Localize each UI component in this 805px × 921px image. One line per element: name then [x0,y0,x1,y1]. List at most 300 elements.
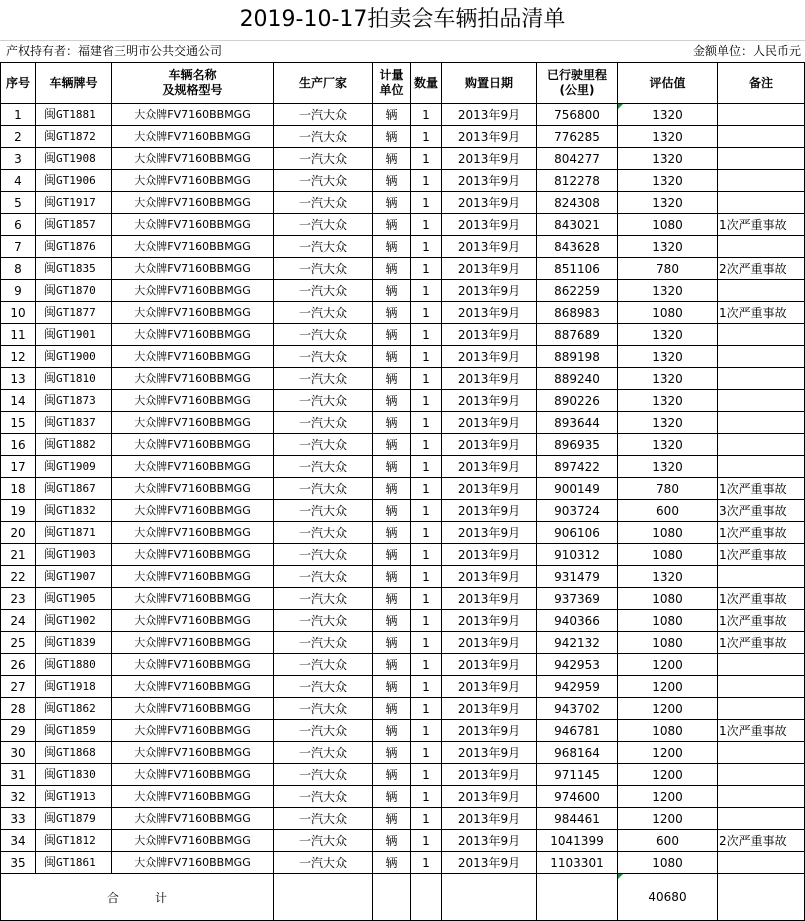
cell-qty: 1 [411,808,442,830]
cell-mileage: 843021 [537,214,618,236]
cell-maker: 一汽大众 [274,522,373,544]
cell-qty: 1 [411,236,442,258]
cell-plate [36,280,112,302]
cell-value: 1200 [618,654,718,676]
cell-qty: 1 [411,478,442,500]
cell-mileage: 1041399 [537,830,618,852]
table-body [1,104,805,874]
plate-prefix: 闽 [44,569,57,583]
cell-note [718,280,805,302]
cell-qty: 1 [411,676,442,698]
plate-prefix: 闽 [44,459,57,473]
cell-mileage: 812278 [537,170,618,192]
table-row [1,588,805,610]
cell-date: 2013年9月 [442,764,537,786]
plate-prefix: 闽 [44,393,57,407]
cell-seq: 33 [1,808,36,830]
cell-note: 1次严重事故 [718,544,805,566]
cell-plate [36,522,112,544]
cell-model: 大众牌FV7160BBMGG [112,610,274,632]
cell-maker: 一汽大众 [274,720,373,742]
cell-unit: 辆 [373,698,411,720]
plate-code: GT1839 [56,636,96,649]
cell-mileage: 776285 [537,126,618,148]
page-title: 2019-10-17拍卖会车辆拍品清单 [239,7,566,32]
cell-seq: 13 [1,368,36,390]
cell-model: 大众牌FV7160BBMGG [112,676,274,698]
plate-code: GT1810 [56,372,96,385]
cell-value: 1200 [618,742,718,764]
cell-plate [36,588,112,610]
owner-label: 产权持有者：福建省三明市公共交通公司 [6,44,223,58]
cell-maker: 一汽大众 [274,764,373,786]
cell-qty: 1 [411,434,442,456]
cell-date: 2013年9月 [442,632,537,654]
cell-qty: 1 [411,192,442,214]
cell-value: 1320 [618,390,718,412]
cell-model: 大众牌FV7160BBMGG [112,346,274,368]
plate-prefix: 闽 [44,195,57,209]
cell-seq: 23 [1,588,36,610]
cell-maker: 一汽大众 [274,456,373,478]
plate-code: GT1902 [56,614,96,627]
plate-code: GT1870 [56,284,96,297]
cell-value: 1080 [618,522,718,544]
cell-note [718,786,805,808]
cell-model: 大众牌FV7160BBMGG [112,764,274,786]
plate-code: GT1830 [56,768,96,781]
plate-prefix: 闽 [44,855,57,869]
cell-mileage: 940366 [537,610,618,632]
cell-value: 1320 [618,104,718,126]
total-empty-cell [411,874,442,921]
cell-mileage: 903724 [537,500,618,522]
table-row [1,852,805,874]
cell-plate [36,764,112,786]
cell-seq: 21 [1,544,36,566]
cell-seq: 12 [1,346,36,368]
cell-note: 1次严重事故 [718,302,805,324]
cell-plate [36,104,112,126]
table-row [1,236,805,258]
cell-qty: 1 [411,852,442,874]
cell-seq: 16 [1,434,36,456]
cell-model: 大众牌FV7160BBMGG [112,368,274,390]
table-row [1,786,805,808]
plate-code: GT1857 [56,218,96,231]
plate-prefix: 闽 [44,415,57,429]
cell-qty: 1 [411,368,442,390]
cell-date: 2013年9月 [442,478,537,500]
plate-code: GT1900 [56,350,96,363]
plate-code: GT1862 [56,702,96,715]
table-row [1,654,805,676]
cell-maker: 一汽大众 [274,654,373,676]
cell-model: 大众牌FV7160BBMGG [112,500,274,522]
cell-unit: 辆 [373,852,411,874]
plate-code: GT1832 [56,504,96,517]
cell-plate [36,544,112,566]
cell-plate [36,324,112,346]
cell-maker: 一汽大众 [274,500,373,522]
cell-qty: 1 [411,214,442,236]
cell-seq: 26 [1,654,36,676]
cell-maker: 一汽大众 [274,214,373,236]
cell-mileage: 974600 [537,786,618,808]
cell-value: 1200 [618,808,718,830]
cell-value: 1320 [618,368,718,390]
table-row [1,830,805,852]
cell-unit: 辆 [373,478,411,500]
cell-note: 1次严重事故 [718,588,805,610]
cell-value: 1080 [618,632,718,654]
cell-unit: 辆 [373,742,411,764]
table-row [1,412,805,434]
table-row [1,720,805,742]
cell-mileage: 943702 [537,698,618,720]
cell-date: 2013年9月 [442,104,537,126]
plate-prefix: 闽 [44,635,57,649]
cell-unit: 辆 [373,346,411,368]
cell-unit: 辆 [373,720,411,742]
total-label: 合计 [106,890,203,905]
cell-qty: 1 [411,148,442,170]
cell-note [718,676,805,698]
cell-unit: 辆 [373,192,411,214]
cell-plate [36,676,112,698]
plate-prefix: 闽 [44,173,57,187]
cell-value: 1320 [618,324,718,346]
cell-note: 1次严重事故 [718,478,805,500]
cell-mileage: 896935 [537,434,618,456]
cell-qty: 1 [411,720,442,742]
plate-code: GT1909 [56,460,96,473]
plate-prefix: 闽 [44,701,57,715]
cell-note [718,412,805,434]
cell-model: 大众牌FV7160BBMGG [112,808,274,830]
cell-seq: 28 [1,698,36,720]
vehicle-list-table [0,62,805,921]
header-unit-line1: 计量 [379,68,404,82]
cell-unit: 辆 [373,434,411,456]
cell-maker: 一汽大众 [274,192,373,214]
cell-plate [36,434,112,456]
plate-code: GT1835 [56,262,96,275]
cell-maker: 一汽大众 [274,478,373,500]
cell-model: 大众牌FV7160BBMGG [112,742,274,764]
cell-note [718,236,805,258]
cell-qty: 1 [411,170,442,192]
table-row [1,456,805,478]
cell-mileage: 910312 [537,544,618,566]
cell-plate [36,368,112,390]
plate-code: GT1859 [56,724,96,737]
cell-qty: 1 [411,346,442,368]
cell-value: 1320 [618,434,718,456]
cell-plate [36,610,112,632]
plate-prefix: 闽 [44,811,57,825]
cell-plate [36,852,112,874]
table-row [1,390,805,412]
cell-seq: 7 [1,236,36,258]
cell-note [718,104,805,126]
cell-note [718,324,805,346]
cell-value: 1320 [618,236,718,258]
cell-maker: 一汽大众 [274,676,373,698]
table-row [1,368,805,390]
cell-unit: 辆 [373,654,411,676]
cell-model: 大众牌FV7160BBMGG [112,280,274,302]
table-row [1,192,805,214]
cell-value: 1080 [618,588,718,610]
cell-maker: 一汽大众 [274,610,373,632]
cell-maker: 一汽大众 [274,566,373,588]
cell-qty: 1 [411,786,442,808]
currency-unit-label: 金额单位：人民币元 [692,44,801,58]
header-qty: 数量 [411,63,442,104]
table-row [1,544,805,566]
cell-qty: 1 [411,544,442,566]
cell-seq: 30 [1,742,36,764]
cell-unit: 辆 [373,830,411,852]
cell-note [718,852,805,874]
cell-plate [36,148,112,170]
cell-value: 780 [618,258,718,280]
table-footer [1,874,805,921]
cell-mileage: 906106 [537,522,618,544]
cell-seq: 5 [1,192,36,214]
cell-note [718,346,805,368]
plate-prefix: 闽 [44,371,57,385]
plate-code: GT1837 [56,416,96,429]
cell-value: 1200 [618,698,718,720]
cell-model: 大众牌FV7160BBMGG [112,698,274,720]
table-header [1,63,805,104]
cell-note [718,368,805,390]
cell-mileage: 937369 [537,588,618,610]
header-name-line2: 及规格型号 [162,83,223,97]
cell-unit: 辆 [373,258,411,280]
cell-unit: 辆 [373,676,411,698]
cell-maker: 一汽大众 [274,588,373,610]
cell-unit: 辆 [373,456,411,478]
plate-code: GT1877 [56,306,96,319]
cell-model: 大众牌FV7160BBMGG [112,302,274,324]
cell-unit: 辆 [373,786,411,808]
cell-model: 大众牌FV7160BBMGG [112,456,274,478]
cell-date: 2013年9月 [442,324,537,346]
plate-code: GT1918 [56,680,96,693]
table-row [1,698,805,720]
cell-value: 1080 [618,544,718,566]
cell-mileage: 890226 [537,390,618,412]
header-unit [373,63,411,104]
cell-note [718,698,805,720]
cell-value: 1080 [618,610,718,632]
table-row [1,302,805,324]
cell-mileage: 868983 [537,302,618,324]
cell-seq: 31 [1,764,36,786]
table-row [1,610,805,632]
cell-qty: 1 [411,258,442,280]
plate-code: GT1861 [56,856,96,869]
plate-code: GT1873 [56,394,96,407]
plate-prefix: 闽 [44,613,57,627]
cell-mileage: 1103301 [537,852,618,874]
table-row [1,434,805,456]
cell-note: 2次严重事故 [718,258,805,280]
header-seq: 序号 [1,63,36,104]
cell-note [718,126,805,148]
cell-seq: 25 [1,632,36,654]
cell-plate [36,830,112,852]
cell-value: 1320 [618,170,718,192]
header-unit-line2: 单位 [379,83,404,97]
header-value: 评估值 [618,63,718,104]
cell-maker: 一汽大众 [274,808,373,830]
cell-plate [36,456,112,478]
cell-seq: 27 [1,676,36,698]
cell-plate [36,808,112,830]
cell-maker: 一汽大众 [274,632,373,654]
cell-value: 1320 [618,148,718,170]
cell-model: 大众牌FV7160BBMGG [112,588,274,610]
table-row [1,214,805,236]
cell-value: 1200 [618,676,718,698]
cell-maker: 一汽大众 [274,390,373,412]
cell-mileage: 804277 [537,148,618,170]
plate-prefix: 闽 [44,591,57,605]
cell-value: 600 [618,830,718,852]
cell-seq: 29 [1,720,36,742]
cell-unit: 辆 [373,588,411,610]
cell-maker: 一汽大众 [274,280,373,302]
cell-plate [36,390,112,412]
cell-maker: 一汽大众 [274,126,373,148]
cell-unit: 辆 [373,764,411,786]
cell-qty: 1 [411,566,442,588]
cell-value: 1320 [618,126,718,148]
cell-model: 大众牌FV7160BBMGG [112,126,274,148]
cell-seq: 32 [1,786,36,808]
cell-value: 1320 [618,456,718,478]
cell-date: 2013年9月 [442,808,537,830]
cell-seq: 2 [1,126,36,148]
cell-mileage: 843628 [537,236,618,258]
cell-mileage: 971145 [537,764,618,786]
cell-maker: 一汽大众 [274,346,373,368]
plate-prefix: 闽 [44,723,57,737]
cell-plate [36,698,112,720]
cell-plate [36,236,112,258]
cell-model: 大众牌FV7160BBMGG [112,214,274,236]
cell-note: 3次严重事故 [718,500,805,522]
cell-qty: 1 [411,830,442,852]
cell-date: 2013年9月 [442,390,537,412]
plate-code: GT1913 [56,790,96,803]
plate-prefix: 闽 [44,327,57,341]
cell-mileage: 946781 [537,720,618,742]
cell-model: 大众牌FV7160BBMGG [112,786,274,808]
cell-qty: 1 [411,456,442,478]
table-row [1,742,805,764]
cell-note [718,456,805,478]
cell-seq: 4 [1,170,36,192]
plate-code: GT1812 [56,834,96,847]
plate-prefix: 闽 [44,437,57,451]
cell-model: 大众牌FV7160BBMGG [112,830,274,852]
cell-date: 2013年9月 [442,720,537,742]
cell-value: 1320 [618,412,718,434]
cell-unit: 辆 [373,302,411,324]
cell-mileage: 889240 [537,368,618,390]
cell-date: 2013年9月 [442,456,537,478]
cell-model: 大众牌FV7160BBMGG [112,324,274,346]
cell-maker: 一汽大众 [274,698,373,720]
cell-maker: 一汽大众 [274,258,373,280]
total-empty-cell [718,874,805,921]
cell-value: 1320 [618,346,718,368]
header-mileage-line1: 已行驶里程 [546,68,607,82]
cell-note [718,764,805,786]
cell-unit: 辆 [373,390,411,412]
header-mileage [537,63,618,104]
cell-date: 2013年9月 [442,192,537,214]
cell-note [718,192,805,214]
cell-qty: 1 [411,324,442,346]
cell-maker: 一汽大众 [274,104,373,126]
cell-plate [36,214,112,236]
cell-date: 2013年9月 [442,302,537,324]
table-row [1,170,805,192]
cell-model: 大众牌FV7160BBMGG [112,412,274,434]
plate-prefix: 闽 [44,129,57,143]
cell-unit: 辆 [373,170,411,192]
plate-code: GT1876 [56,240,96,253]
cell-date: 2013年9月 [442,786,537,808]
cell-note: 1次严重事故 [718,214,805,236]
cell-note [718,170,805,192]
cell-plate [36,500,112,522]
cell-date: 2013年9月 [442,742,537,764]
cell-mileage: 984461 [537,808,618,830]
cell-date: 2013年9月 [442,610,537,632]
cell-note [718,434,805,456]
cell-unit: 辆 [373,412,411,434]
cell-plate [36,720,112,742]
cell-maker: 一汽大众 [274,170,373,192]
plate-prefix: 闽 [44,789,57,803]
header-maker: 生产厂家 [274,63,373,104]
cell-qty: 1 [411,654,442,676]
cell-model: 大众牌FV7160BBMGG [112,434,274,456]
cell-unit: 辆 [373,324,411,346]
cell-mileage: 942953 [537,654,618,676]
cell-qty: 1 [411,500,442,522]
plate-code: GT1867 [56,482,96,495]
cell-seq: 11 [1,324,36,346]
cell-value: 1080 [618,214,718,236]
cell-mileage: 851106 [537,258,618,280]
cell-seq: 10 [1,302,36,324]
plate-code: GT1905 [56,592,96,605]
plate-code: GT1881 [56,108,96,121]
table-row [1,280,805,302]
cell-qty: 1 [411,390,442,412]
cell-date: 2013年9月 [442,676,537,698]
cell-plate [36,192,112,214]
cell-qty: 1 [411,522,442,544]
